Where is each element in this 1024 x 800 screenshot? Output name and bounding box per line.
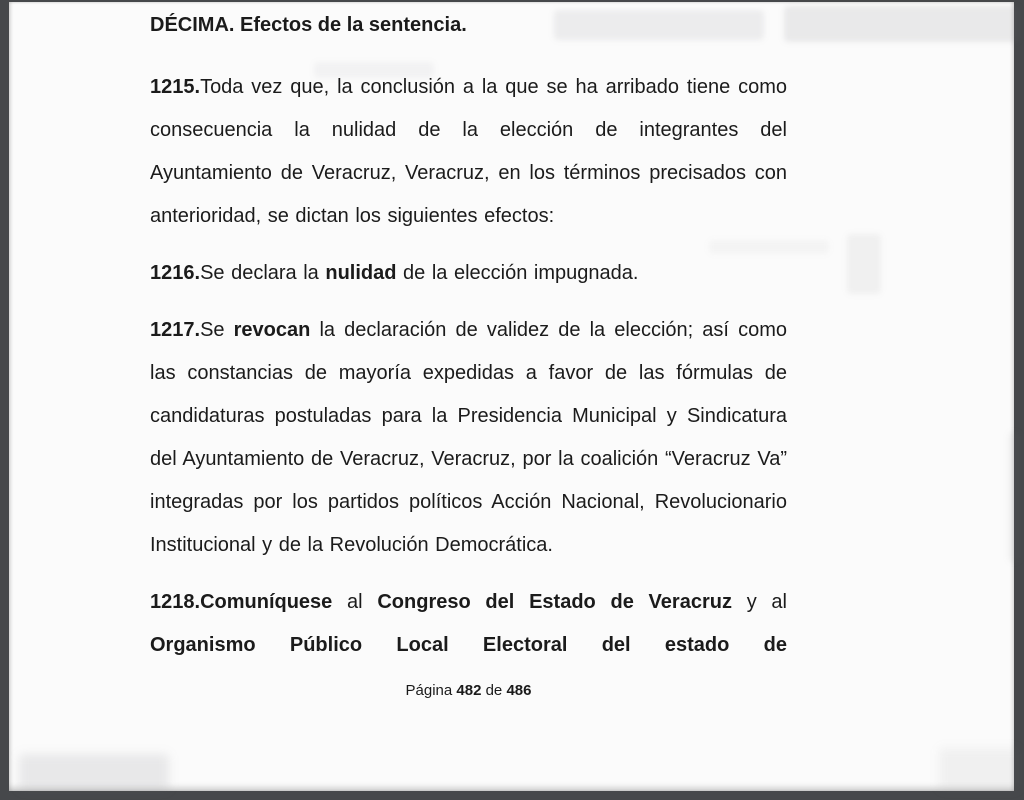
footer-label: Página (405, 682, 457, 699)
section-heading: DÉCIMA. Efectos de la sentencia. (150, 14, 467, 36)
paragraph-text: al (332, 591, 378, 613)
scan-artifact (847, 234, 881, 294)
paragraph-1216 (150, 252, 787, 295)
paragraph-text: Se (200, 319, 234, 341)
paragraph-text-bold: Congreso del Estado de Veracruz (377, 591, 732, 613)
paragraph-text: la declaración de validez de la elección; así como las constancias de mayoría expedidas a favor de las fórmulas de candidaturas postuladas para la Presidencia Municipal y Sindicatura del Ayuntamiento de Veracruz, Veracruz, por la coalición “Veracruz Va” integradas por los partidos políticos Acción Nacional, Revolucionario Institucional y de la Revolución Democrática. (150, 319, 787, 556)
document-text-column (150, 10, 787, 701)
scan-artifact (1008, 432, 1020, 562)
paragraph-text-bold: Comuníquese (200, 591, 333, 613)
paragraph-number: 1217. (150, 319, 201, 341)
document-page (9, 2, 1014, 791)
paragraph-number: 1216. (150, 262, 201, 284)
footer-current-page: 482 (456, 682, 482, 699)
paragraph-number: 1215. (150, 76, 201, 98)
footer-of-label: de (481, 682, 507, 699)
paragraph-text-bold: nulidad (325, 262, 397, 284)
paragraph-1215 (150, 66, 787, 238)
paragraph-text-bold: revocan (233, 319, 311, 341)
paragraph-text-bold: Organismo Público Local Electoral del estado de (150, 634, 787, 656)
footer-total-pages: 486 (506, 682, 532, 699)
paragraph-text: y al (731, 591, 787, 613)
scan-artifact (784, 6, 1019, 42)
paragraph-number: 1218. (150, 591, 201, 613)
scan-artifact (939, 748, 1019, 790)
paragraph-text: Se declara la (200, 262, 326, 284)
paragraph-text: Toda vez que, la conclusión a la que se ha arribado tiene como consecuencia la nulidad de la elección de integrantes del Ayuntamiento de Veracruz, Veracruz, en los términos precisados con anterioridad, se dictan los siguientes efectos: (150, 76, 787, 227)
paragraph-1217 (150, 309, 787, 567)
paragraph-text: de la elección impugnada. (396, 262, 639, 284)
page-number-footer (150, 681, 787, 701)
scan-artifact (19, 754, 169, 790)
paragraph-1218 (150, 581, 787, 667)
